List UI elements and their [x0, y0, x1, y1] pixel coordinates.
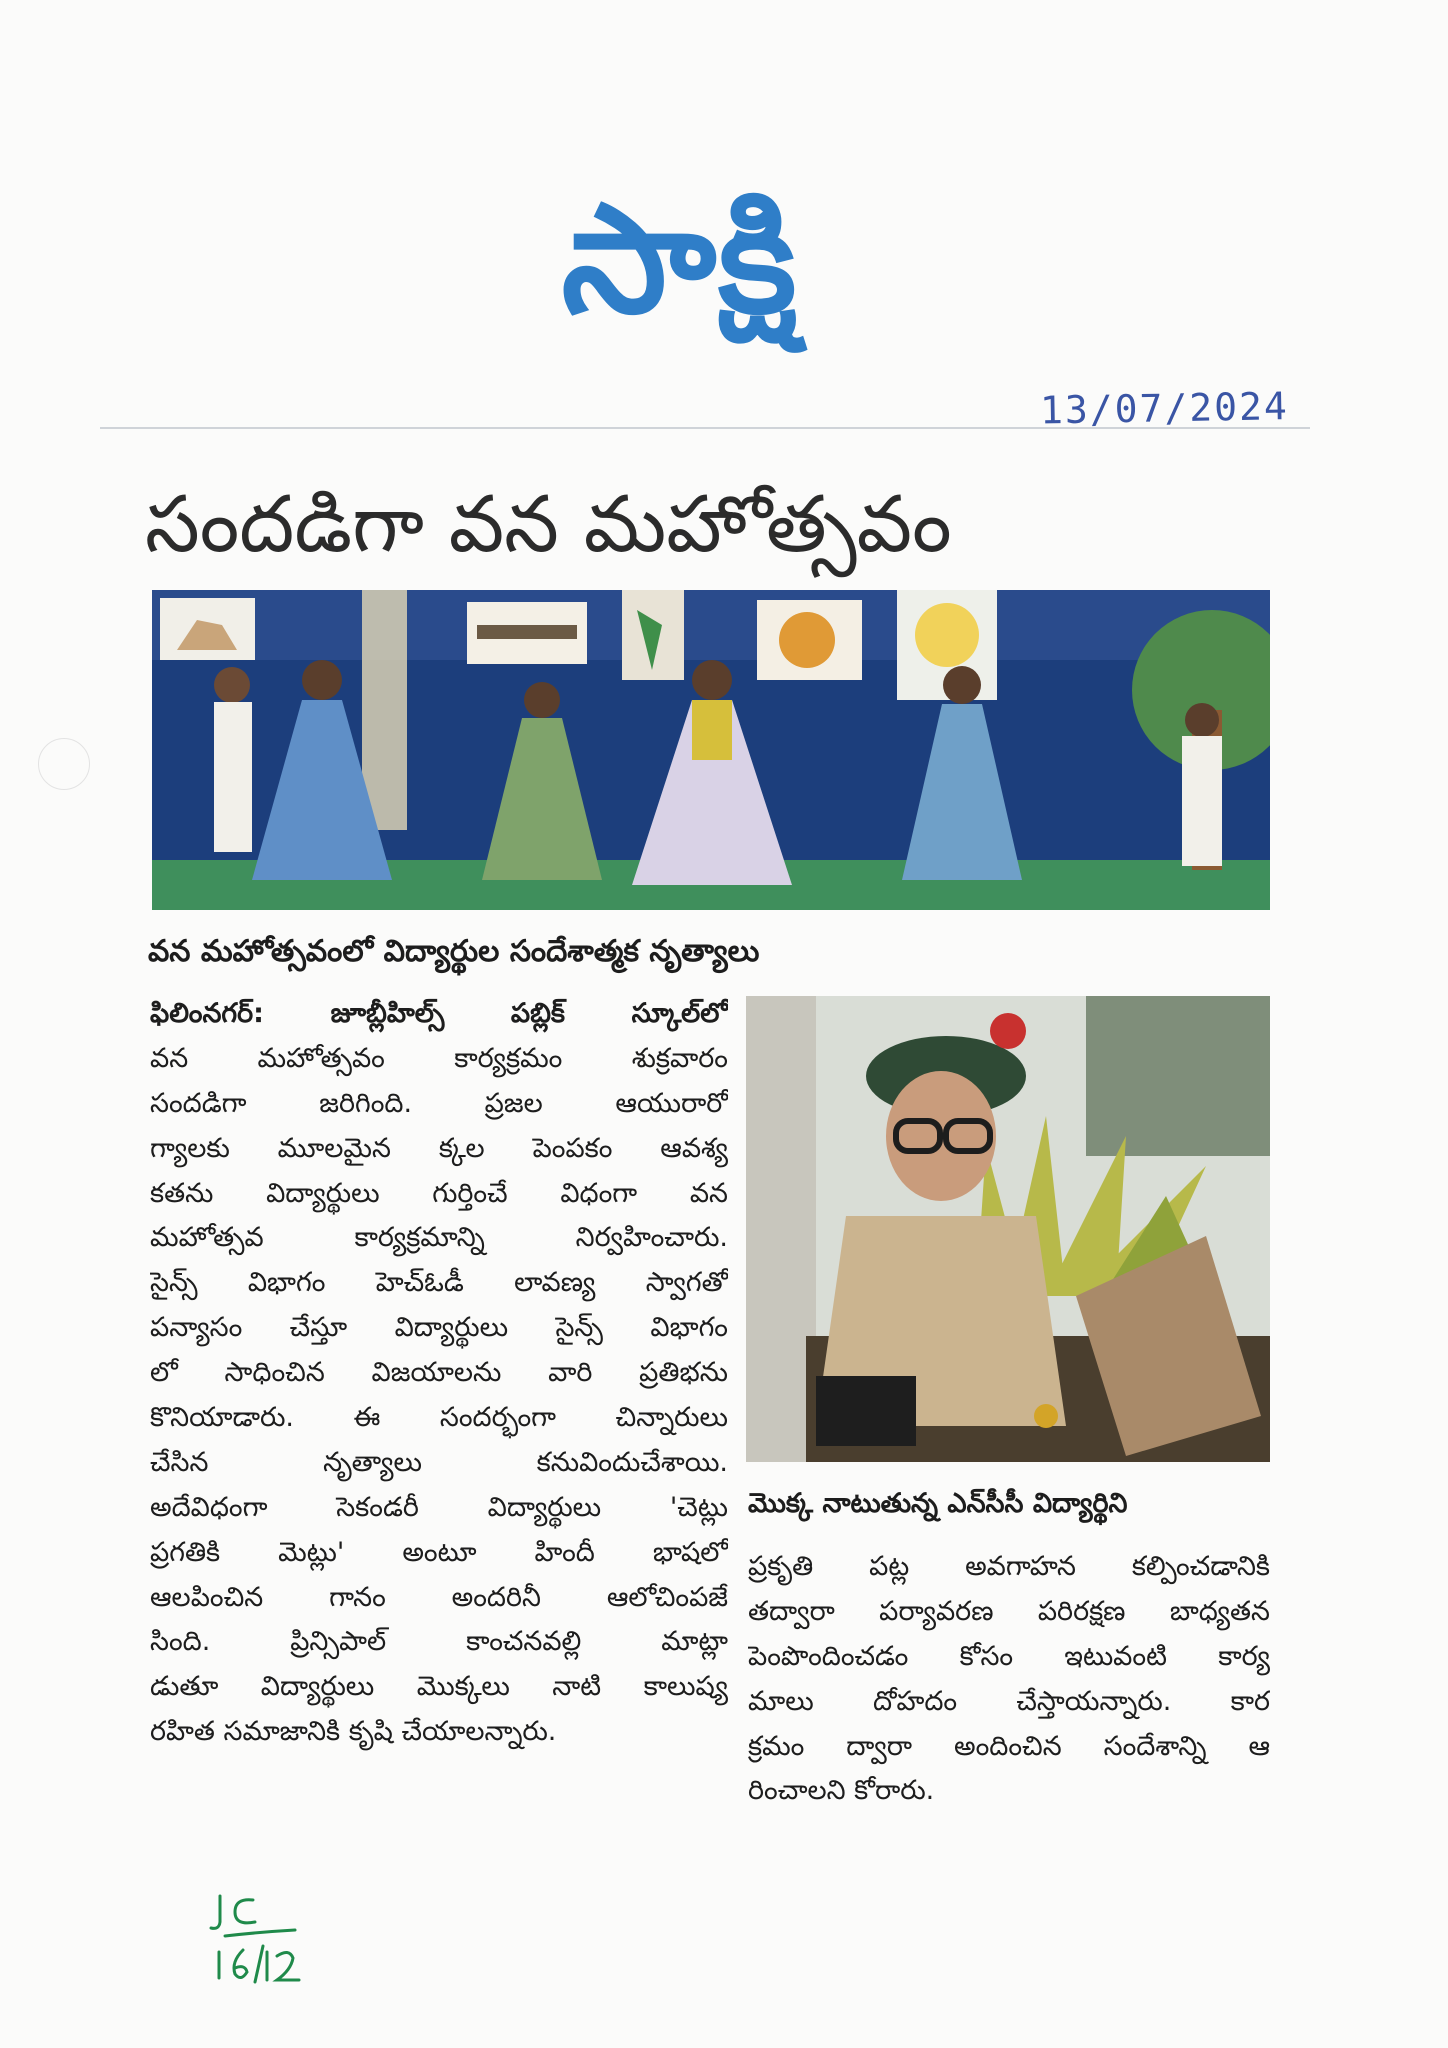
text-line: తద్వారా పర్యావరణ పరిరక్షణ బాధ్యతన [748, 1595, 1270, 1627]
text-line: డుతూ విద్యార్థులు మొక్కలు నాటి కాలుష్య [150, 1671, 728, 1703]
text-line: ఆలపించిన గానం అందరినీ ఆలోచింపజే [150, 1581, 728, 1613]
dance-performance-photo [152, 590, 1270, 910]
article-headline: సందడిగా వన మహోత్సవం [145, 480, 952, 570]
text-line: రహిత సమాజానికి కృషి చేయాలన్నారు. [150, 1716, 557, 1748]
article-body-right-column [748, 1545, 1270, 1965]
text-line: మాలు దోహదం చేస్తాయన్నారు. కార [748, 1685, 1270, 1717]
text-line: పన్యాసం చేస్తూ విద్యార్థులు సైన్స్ విభాగం [150, 1312, 728, 1344]
text-line: కొనియాడారు. ఈ సందర్భంగా చిన్నారులు [150, 1402, 728, 1434]
text-line: పెంపొందించడం కోసం ఇటువంటి కార్య [748, 1640, 1270, 1672]
text-line: అదేవిధంగా సెకండరీ విద్యార్థులు 'చెట్లు [150, 1491, 728, 1523]
text-line: వన మహోత్సవం కార్యక్రమం శుక్రవారం [150, 1042, 728, 1074]
photo-caption: వన మహోత్సవంలో విద్యార్థుల సందేశాత్మక నృత్యాలు [148, 934, 760, 969]
masthead-divider [100, 427, 1310, 429]
cadet-planting-photo [746, 996, 1270, 1462]
text-line: ఫిలింనగర్: జూబ్లీహిల్స్ పబ్లిక్ స్కూల్‌లో [150, 998, 728, 1029]
newspaper-masthead: సాక్షి [561, 173, 799, 347]
punch-hole-mark [38, 738, 90, 790]
text-line: ప్రకృతి పట్ల అవగాహన కల్పించడానికి [748, 1551, 1270, 1582]
text-line: చేసిన నృత్యాలు కనువిందుచేశాయి. [150, 1446, 728, 1478]
text-line: గ్యాలకు మూలమైన క్కల పెంపకం ఆవశ్య [150, 1132, 728, 1164]
photo-caption: మొక్క నాటుతున్న ఎన్‌సీసీ విద్యార్థిని [748, 1488, 1128, 1519]
handwritten-initials-mark [205, 1888, 315, 1998]
article-body-left-column [150, 992, 728, 1972]
text-line: సైన్స్ విభాగం హెచ్‌ఓడీ లావణ్య స్వాగతో [150, 1267, 728, 1299]
text-line: సింది. ప్రిన్సిపాల్ కాంచనవల్లి మాట్లా [150, 1626, 728, 1658]
text-line: లో సాధించిన విజయాలను వారి ప్రతిభను [150, 1357, 728, 1389]
handwritten-date: 13/07/2024 [1039, 384, 1290, 433]
text-line: క్రమం ద్వారా అందించిన సందేశాన్ని ఆ [748, 1730, 1270, 1762]
text-line: రించాలని కోరారు. [748, 1775, 935, 1807]
text-line: ప్రగతికి మెట్లు' అంటూ హిందీ భాషలో [150, 1536, 728, 1568]
text-line: మహోత్సవ కార్యక్రమాన్ని నిర్వహించారు. [150, 1222, 728, 1254]
text-line: సందడిగా జరిగింది. ప్రజల ఆయురారో [150, 1087, 728, 1119]
text-line: కతను విద్యార్థులు గుర్తించే విధంగా వన [150, 1177, 728, 1209]
